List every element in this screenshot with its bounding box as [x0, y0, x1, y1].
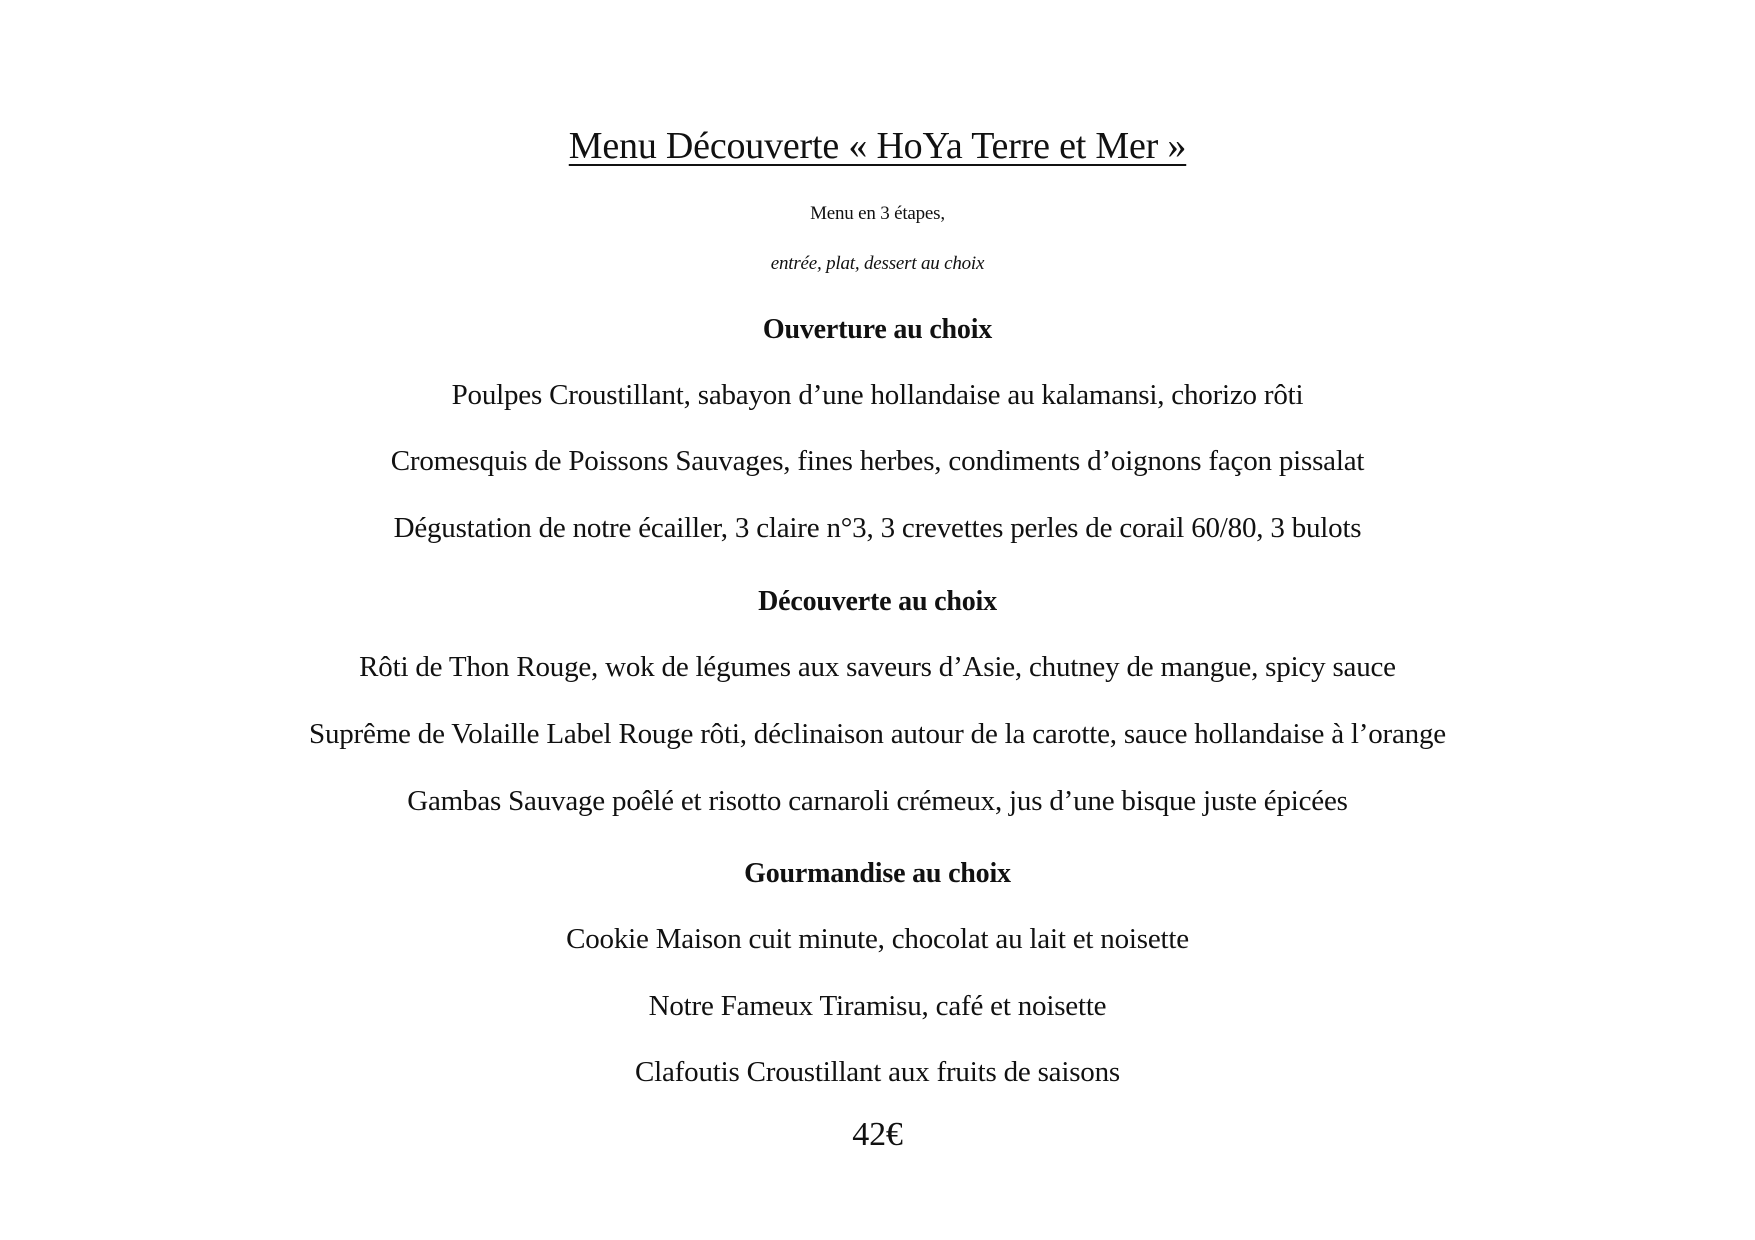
- dish-item: Dégustation de notre écailler, 3 claire n°3, 3 crevettes perles de corail 60/80, 3 bulots: [393, 512, 1362, 544]
- menu-title: Menu Découverte « HoYa Terre et Mer »: [568, 125, 1187, 167]
- dish-item: Cromesquis de Poissons Sauvages, fines herbes, condiments d’oignons façon pissalat: [390, 445, 1365, 477]
- dish-item: Clafoutis Croustillant aux fruits de saisons: [635, 1056, 1120, 1088]
- section-heading-decouverte: Découverte au choix: [758, 586, 997, 617]
- menu-subtitle: Menu en 3 étapes,: [810, 203, 945, 224]
- section-heading-ouverture: Ouverture au choix: [762, 314, 993, 345]
- dish-item: Cookie Maison cuit minute, chocolat au lait et noisette: [566, 923, 1189, 955]
- dish-item: Gambas Sauvage poêlé et risotto carnaroli crémeux, jus d’une bisque juste épicées: [407, 785, 1348, 817]
- menu-subtitle-italic: entrée, plat, dessert au choix: [770, 253, 985, 274]
- dish-item: Notre Fameux Tiramisu, café et noisette: [648, 990, 1107, 1022]
- section-heading-gourmandise: Gourmandise au choix: [744, 858, 1011, 889]
- dish-item: Suprême de Volaille Label Rouge rôti, déclinaison autour de la carotte, sauce hollandaise à l’orange: [309, 718, 1446, 750]
- menu-price: 42€: [852, 1116, 903, 1153]
- dish-item: Rôti de Thon Rouge, wok de légumes aux saveurs d’Asie, chutney de mangue, spicy sauce: [359, 651, 1396, 683]
- dish-item: Poulpes Croustillant, sabayon d’une hollandaise au kalamansi, chorizo rôti: [451, 379, 1304, 411]
